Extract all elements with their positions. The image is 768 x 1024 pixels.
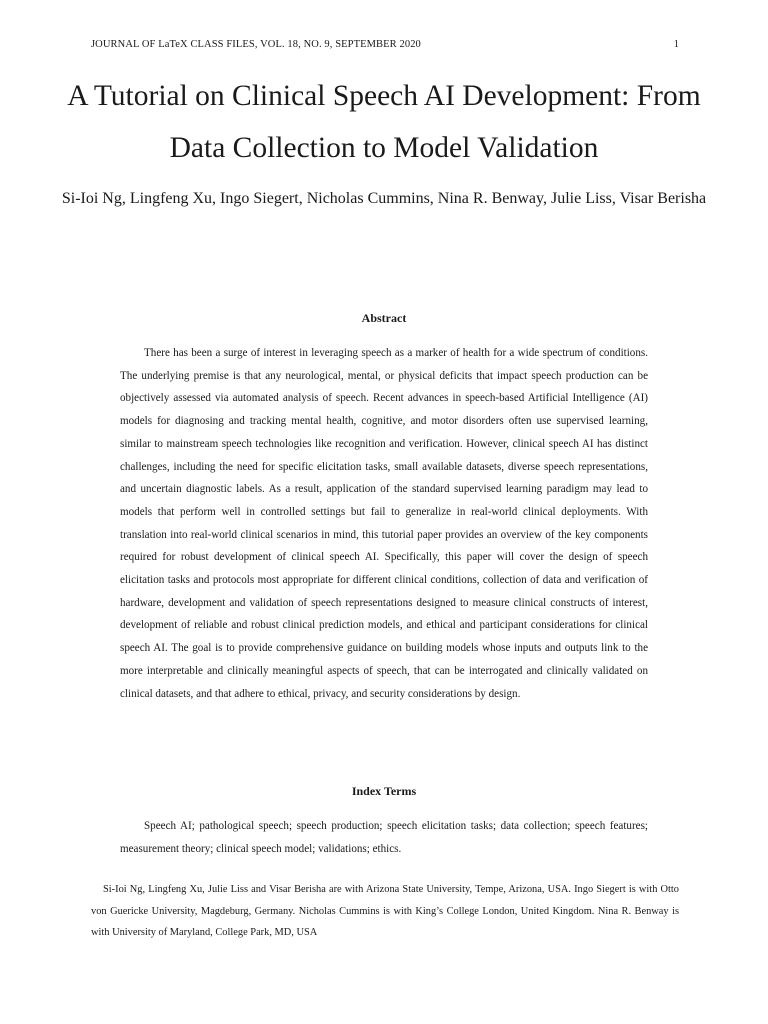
author-list: Si-Ioi Ng, Lingfeng Xu, Ingo Siegert, Nicholas Cummins, Nina R. Benway, Julie Liss, Visar Berisha: [61, 190, 707, 207]
running-head: JOURNAL OF LaTeX CLASS FILES, VOL. 18, NO. 9, SEPTEMBER 2020: [91, 39, 421, 50]
page-number: 1: [673, 39, 679, 50]
abstract-text: There has been a surge of interest in leveraging speech as a marker of health for a wide spectrum of conditions. The underlying premise is that any neurological, mental, or physical deficits that impact speech production can be objectively assessed via automated analysis of speech. Recent advances in speech-based Artificial Intelligence (AI) models for diagnosing and tracking mental health, cognitive, and motor disorders often use supervised learning, similar to mainstream speech technologies like recognition and verification. However, clinical speech AI has distinct challenges, including the need for specific elicitation tasks, small available datasets, diverse speech representations, and uncertain diagnostic labels. As a result, application of the standard supervised learning paradigm may lead to models that perform well in controlled settings but fail to generalize in real-world clinical deployments. With translation into real-world clinical scenarios in mind, this tutorial paper provides an overview of the key components required for robust development of clinical speech AI. Specifically, this paper will cover the design of speech elicitation tasks and protocols most appropriate for different clinical conditions, collection of data and verification of hardware, development and validation of speech representations designed to measure clinical constructs of interest, development of reliable and robust clinical prediction models, and ethical and participant considerations for clinical speech AI. The goal is to provide comprehensive guidance on building models whose inputs and outputs link to the more interpretable and clinically meaningful aspects of speech, that can be interrogated and clinically validated on clinical datasets, and that adhere to ethical, privacy, and security considerations by design.: [120, 347, 648, 700]
paper-title: A Tutorial on Clinical Speech AI Development: From Data Collection to Model Validation: [67, 80, 701, 164]
affiliation-footnote: Si-Ioi Ng, Lingfeng Xu, Julie Liss and Visar Berisha are with Arizona State University, Tempe, Arizona, USA. Ingo Siegert is with Otto von Guericke University, Magdeburg, Germany. Nicholas Cummins is with King’s College London, United Kingdom. Nina R. Benway is with University of Maryland, College Park, MD, USA: [91, 884, 679, 938]
abstract-heading: Abstract: [361, 311, 407, 325]
index-terms-heading: Index Terms: [351, 784, 417, 798]
index-terms-text: Speech AI; pathological speech; speech production; speech elicitation tasks; data collection; speech features; measurement theory; clinical speech model; validations; ethics.: [120, 820, 648, 855]
